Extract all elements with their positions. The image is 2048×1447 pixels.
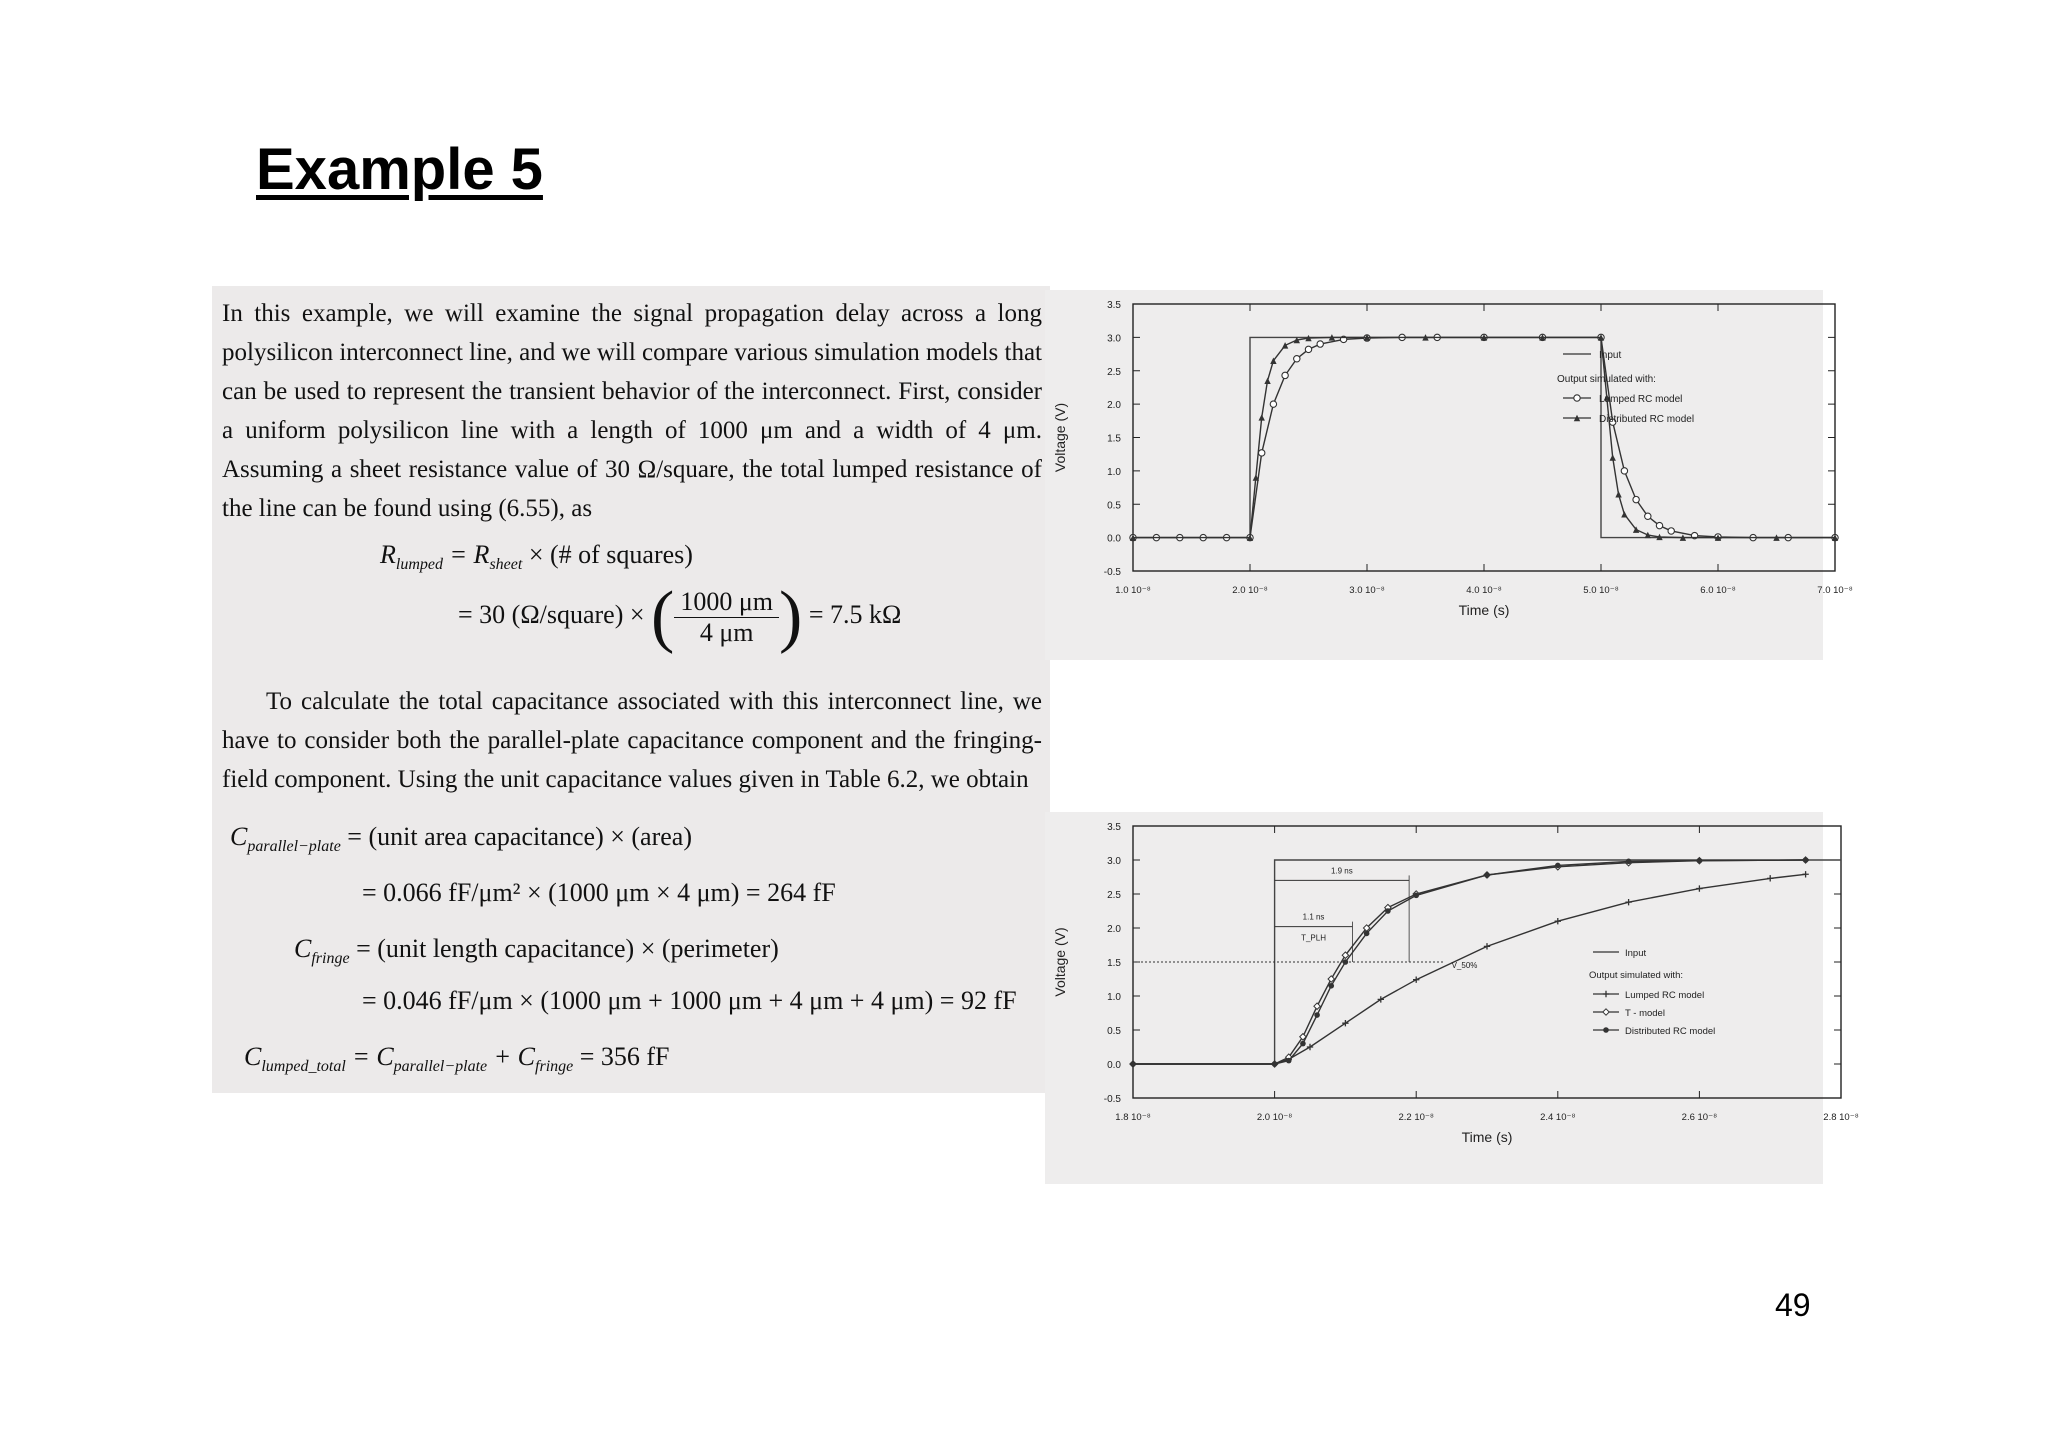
annotation-1-9ns: 1.9 ns	[1330, 866, 1353, 876]
chart-panel-top	[1045, 290, 1853, 660]
x-tick-label: 2.0 10⁻⁸	[1256, 1112, 1293, 1123]
legend-marker-star	[1603, 1027, 1609, 1033]
textbook-excerpt	[212, 286, 1050, 1093]
equation-c-fringe: $C_{fringe}$ = (unit length capacitance) × (perimeter)	[294, 934, 779, 967]
data-point	[1484, 943, 1490, 949]
data-point	[1259, 450, 1265, 456]
x-tick-label: 7.0 10⁻⁸	[1817, 585, 1853, 596]
legend-label-plus: Lumped RC model	[1625, 990, 1705, 1001]
data-point	[1314, 1003, 1320, 1009]
x-tick-label: 2.2 10⁻⁸	[1398, 1112, 1434, 1123]
data-point	[1555, 918, 1561, 924]
x-tick-label: 6.0 10⁻⁸	[1700, 585, 1736, 596]
y-tick-label: 3.5	[1107, 822, 1121, 833]
data-point	[1259, 414, 1265, 420]
data-point	[1300, 1041, 1306, 1047]
plot-frame	[1133, 304, 1835, 571]
x-axis-label: Time (s)	[1461, 1129, 1513, 1145]
x-axis-label: Time (s)	[1458, 602, 1510, 618]
data-point	[1767, 875, 1773, 881]
y-tick-label: 3.5	[1107, 300, 1121, 311]
legend-label-input: Input	[1625, 948, 1647, 959]
series-line	[1133, 337, 1835, 537]
equation-c-fringe-value: = 0.046 fF/μm × (1000 μm + 1000 μm + 4 μm + 4 μm) = 92 fF	[362, 986, 1017, 1015]
data-point	[1282, 342, 1288, 348]
x-tick-label: 1.8 10⁻⁸	[1115, 1112, 1151, 1123]
data-point	[1656, 522, 1662, 528]
legend-marker-lumped	[1574, 395, 1580, 401]
x-tick-label: 2.0 10⁻⁸	[1232, 585, 1268, 596]
data-point	[1615, 491, 1621, 497]
data-point	[1626, 859, 1632, 865]
x-tick-label: 4.0 10⁻⁸	[1466, 585, 1502, 596]
legend-marker-plus	[1603, 991, 1609, 997]
y-tick-label: 1.5	[1107, 433, 1121, 445]
equation-c-parallel-value: = 0.066 fF/μm² × (1000 μm × 4 μm) = 264 fF	[362, 878, 836, 907]
legend-label-star: Distributed RC model	[1625, 1026, 1716, 1037]
y-tick-label: 2.5	[1107, 366, 1121, 378]
equation-c-parallel: $C_{parallel-plate}$ = (unit area capacitance) × (area)	[230, 822, 692, 855]
y-tick-label: -0.5	[1103, 1094, 1121, 1105]
data-point	[1555, 863, 1561, 869]
legend-header: Output simulated with:	[1589, 970, 1683, 981]
series-line	[1133, 860, 1841, 1064]
plot-frame	[1133, 826, 1841, 1098]
x-tick-label: 1.0 10⁻⁸	[1115, 585, 1151, 596]
data-point	[1413, 976, 1419, 982]
annotation-1-1ns: 1.1 ns	[1302, 912, 1325, 922]
data-point	[1803, 857, 1809, 863]
y-tick-label: 0.5	[1107, 1026, 1121, 1037]
equation-r-lumped: $R_{lumped} = R_{sheet}$ × (# of squares)	[380, 540, 693, 573]
data-point	[1328, 983, 1334, 989]
voltage-time-chart-bottom	[1045, 812, 1859, 1184]
data-point	[1314, 1012, 1320, 1018]
legend-label-distributed: Distributed RC model	[1599, 414, 1695, 425]
y-tick-label: -0.5	[1103, 567, 1121, 578]
x-tick-label: 2.4 10⁻⁸	[1540, 1112, 1576, 1123]
y-tick-label: 3.0	[1107, 333, 1121, 345]
x-tick-label: 5.0 10⁻⁸	[1583, 585, 1619, 596]
data-point	[1385, 908, 1391, 914]
data-point	[1305, 346, 1311, 352]
data-point	[1264, 378, 1270, 384]
y-tick-label: 3.0	[1107, 856, 1121, 867]
annotation-tplh: T_PLH	[1301, 933, 1326, 943]
data-point	[1282, 372, 1288, 378]
data-point	[1625, 899, 1631, 905]
slide-title: Example 5	[256, 137, 543, 202]
y-axis-label: Voltage (V)	[1052, 927, 1068, 997]
y-tick-label: 1.5	[1107, 958, 1121, 969]
data-point	[1668, 528, 1674, 534]
equation-c-total: $C_{lumped\_total} = C_{parallel-plate} + C_{fringe} = 356$ fF	[244, 1042, 670, 1075]
legend-label-lumped: Lumped RC model	[1599, 394, 1683, 405]
data-point	[1696, 885, 1702, 891]
capacitance-paragraph: To calculate the total capacitance associated with this interconnect line, we have to consider both the parallel-plate capacitance component and the fringing-field component. Using the unit capacitance values given in Table 6.2, we obtain	[222, 688, 1042, 793]
y-axis-label: Voltage (V)	[1052, 402, 1068, 473]
series-line	[1133, 337, 1835, 537]
data-point	[1270, 401, 1276, 407]
data-point	[1272, 1061, 1278, 1067]
legend-label-input: Input	[1599, 350, 1622, 361]
y-tick-label: 1.0	[1107, 992, 1121, 1003]
page-number: 49	[1775, 1287, 1811, 1323]
data-point	[1645, 513, 1651, 519]
voltage-time-chart-top	[1045, 290, 1853, 660]
data-point	[1621, 468, 1627, 474]
y-tick-label: 2.0	[1107, 924, 1121, 935]
data-point	[1802, 871, 1808, 877]
y-tick-label: 2.5	[1107, 890, 1121, 901]
data-point	[1484, 872, 1490, 878]
legend-header: Output simulated with:	[1557, 374, 1656, 385]
y-tick-label: 0.5	[1107, 500, 1121, 512]
intro-paragraph: In this example, we will examine the signal propagation delay across a long polysilicon interconnect line, and we will compare various simulation models that can be used to represent the transient behavior of the interconnect. First, consider a uniform polysilicon line with a length of 1000 μm and a width of 4 μm. Assuming a sheet resistance value of 30 Ω/square, the total lumped resistance of the line can be found using (6.55), as	[222, 300, 1042, 522]
series-line	[1133, 337, 1835, 537]
y-tick-label: 1.0	[1107, 466, 1121, 478]
data-point	[1294, 356, 1300, 362]
y-tick-label: 0.0	[1107, 1060, 1121, 1071]
equation-r-value: = 30 (Ω/square) × ( $\frac{1000 \mu m}{4 \mu m}$ ) = 7.5 kΩ	[458, 578, 902, 655]
annotation-v50: V_50%	[1451, 961, 1478, 970]
x-tick-label: 2.8 10⁻⁸	[1823, 1112, 1859, 1123]
data-point	[1286, 1058, 1292, 1064]
data-point	[1413, 893, 1419, 899]
x-tick-label: 3.0 10⁻⁸	[1349, 585, 1385, 596]
data-point	[1697, 858, 1703, 864]
data-point	[1621, 511, 1627, 517]
data-point	[1633, 496, 1639, 502]
y-tick-label: 2.0	[1107, 400, 1121, 412]
data-point	[1130, 1061, 1136, 1067]
x-tick-label: 2.6 10⁻⁸	[1681, 1112, 1718, 1123]
data-point	[1610, 454, 1616, 460]
y-tick-label: 0.0	[1107, 533, 1121, 545]
data-point	[1317, 341, 1323, 347]
legend-marker-diamond	[1603, 1009, 1609, 1015]
data-point	[1364, 931, 1370, 937]
legend-label-diamond: T - model	[1625, 1008, 1665, 1019]
chart-panel-bottom	[1045, 812, 1859, 1184]
